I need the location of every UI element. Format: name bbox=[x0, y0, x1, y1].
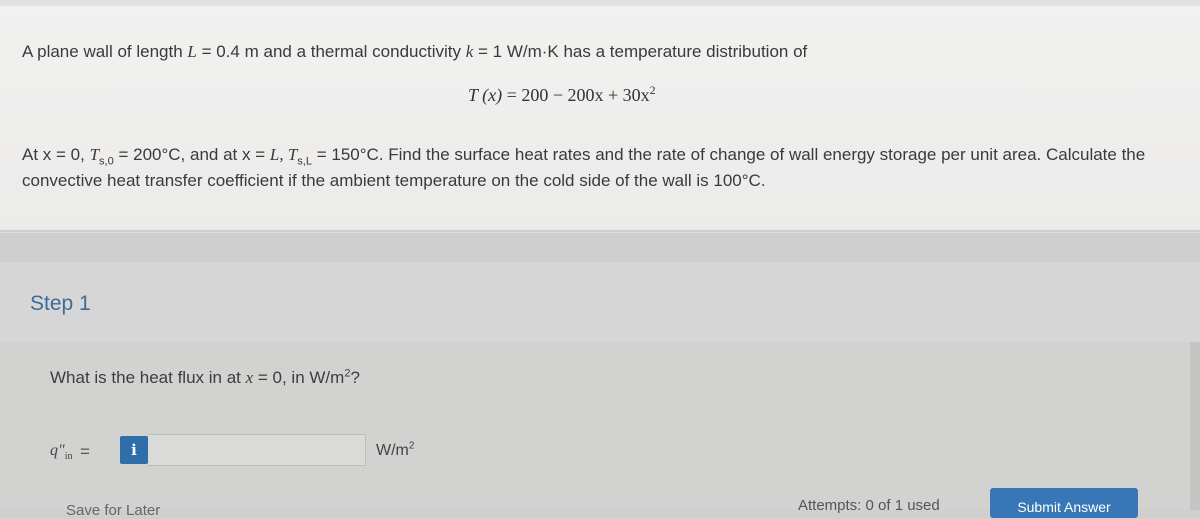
save-for-later-link[interactable]: Save for Later bbox=[66, 502, 161, 519]
q-subscript: in bbox=[64, 451, 73, 463]
q-symbol: q" bbox=[50, 442, 65, 459]
step-title: Step 1 bbox=[30, 292, 91, 315]
equals-sign: = bbox=[113, 145, 134, 164]
length-value: 0.4 m and a thermal conductivity bbox=[216, 42, 461, 61]
equals-sign: = bbox=[196, 42, 217, 61]
problem-line-3 bbox=[22, 142, 1182, 194]
problem-text: 150°C. Find the surface heat rates and the rate of change of wall energy storage per unit area. Calculate the convective heat transfer coefficient if the ambient temperature on the cold side of the wall is 100°C. bbox=[22, 145, 1146, 190]
k-value: 1 W/m·K has a temperature distribution of bbox=[492, 42, 808, 61]
answer-equals: = bbox=[80, 442, 90, 461]
equals-sign: = bbox=[473, 42, 493, 61]
unit-superscript: 2 bbox=[408, 440, 415, 452]
ts-subscript: s,0 bbox=[99, 155, 114, 168]
temperature-equation bbox=[468, 85, 656, 106]
problem-text: A plane wall of length bbox=[22, 42, 183, 61]
question-prefix: What is the heat flux in at bbox=[50, 368, 246, 387]
problem-line-1 bbox=[22, 42, 807, 62]
divider bbox=[0, 232, 1200, 233]
equals-sign: = bbox=[311, 145, 332, 164]
equation-rhs: = 200 − 200x + 30x bbox=[502, 85, 650, 105]
question-superscript: 2 bbox=[344, 367, 351, 380]
question-text bbox=[50, 368, 360, 388]
problem-statement bbox=[0, 0, 1200, 230]
unit-label bbox=[376, 442, 414, 460]
problem-text: 200°C, and at x = bbox=[133, 145, 270, 164]
ts-variable: T bbox=[89, 145, 100, 164]
q-in-label bbox=[50, 442, 73, 463]
attempts-counter: Attempts: 0 of 1 used bbox=[798, 497, 940, 514]
question-suffix: 0, in W/m bbox=[272, 368, 345, 387]
equation-exponent: 2 bbox=[649, 83, 656, 97]
ts-variable: T bbox=[287, 145, 298, 164]
answer-input[interactable] bbox=[148, 434, 366, 466]
step-header[interactable] bbox=[0, 262, 1200, 342]
ts-subscript: s,L bbox=[297, 155, 312, 168]
l-variable: L, bbox=[269, 145, 288, 164]
problem-text: At x = bbox=[22, 145, 71, 164]
submit-answer-button[interactable]: Submit Answer bbox=[990, 488, 1138, 518]
step-body bbox=[0, 342, 1200, 519]
equation-lhs: T (x) bbox=[468, 85, 503, 105]
question-end: ? bbox=[350, 368, 360, 387]
k-variable: k bbox=[465, 42, 474, 61]
x-variable: x bbox=[245, 368, 254, 387]
length-variable: L bbox=[187, 42, 197, 61]
edge-shadow bbox=[1190, 342, 1200, 510]
unit-base: W/m bbox=[376, 442, 409, 459]
problem-text: 0, bbox=[70, 145, 90, 164]
info-icon[interactable]: i bbox=[120, 436, 148, 464]
equals-sign: = bbox=[253, 368, 273, 387]
